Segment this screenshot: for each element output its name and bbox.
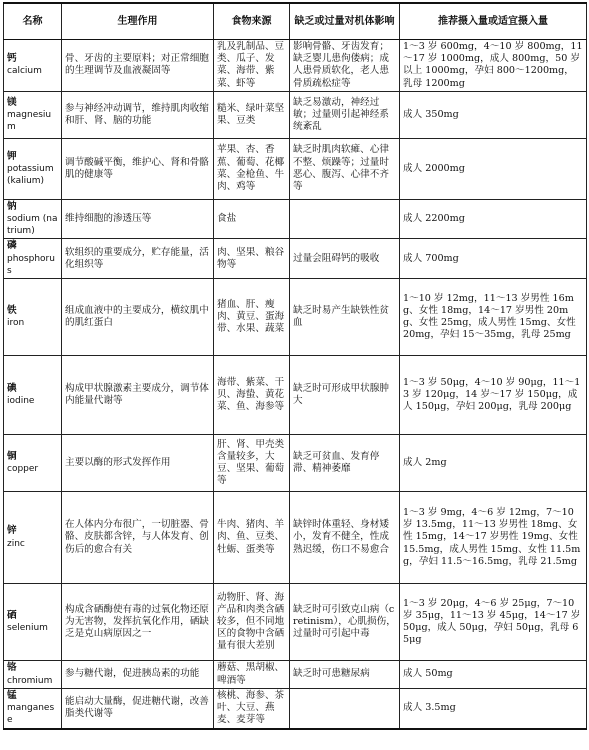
mineral-name-zh: 碘: [7, 382, 17, 394]
table-row: [4, 239, 587, 279]
header-intake: 推荐摄入量或适宜摄入量: [400, 3, 587, 40]
function-cell: 主要以酶的形式发挥作用: [62, 435, 214, 492]
mineral-name-en: selenium: [7, 623, 48, 634]
effects-cell: 影响骨骼、牙齿发育；缺乏婴儿患佝偻病；成人患骨质软化，老人患骨质疏松症等: [290, 40, 400, 92]
mineral-name-cell: [4, 279, 62, 356]
sources-cell: 乳及乳制品、豆类、瓜子、发菜、海带、紫菜、虾等: [214, 40, 290, 92]
sources-cell: 食盐: [214, 199, 290, 239]
mineral-name-zh: 铜: [7, 450, 17, 462]
table-row: [4, 40, 587, 92]
sources-cell: 海带、紫菜、干贝、海蛰、黄花菜、鱼、海参等: [214, 356, 290, 435]
mineral-name-zh: 钾: [7, 150, 17, 162]
effects-cell: 缺乏时可引致克山病（cretinism），心肌损伤，过量时可引起中毒: [290, 584, 400, 661]
sources-cell: 牛肉、猪肉、羊肉、鱼、豆类、牡蛎、蛋类等: [214, 492, 290, 584]
mineral-name-en: manganese: [7, 703, 55, 726]
effects-cell: 缺乏易激动，神经过敏；过量则引起神经系统紊乱: [290, 91, 400, 138]
function-cell: 参与神经冲动调节，维持肌肉收缩和肝、肾、脑的功能: [62, 91, 214, 138]
mineral-name-zh: 磷: [7, 240, 17, 252]
mineral-name-cell: [4, 356, 62, 435]
mineral-name-cell: [4, 584, 62, 661]
mineral-name-en: calcium: [7, 66, 42, 77]
table-row: [4, 492, 587, 584]
mineral-name-zh: 硒: [7, 609, 17, 621]
mineral-name-zh: 锰: [7, 690, 17, 702]
mineral-name-en: zinc: [7, 538, 25, 549]
function-cell: 能启动大量酶，促进糖代谢，改善脂类代谢等: [62, 689, 214, 729]
mineral-name-cell: [4, 435, 62, 492]
mineral-name-en: potassium (kalium): [7, 163, 54, 186]
header-name: 名称: [4, 3, 62, 40]
header-function: 生理作用: [62, 3, 214, 40]
mineral-name-cell: [4, 40, 62, 92]
mineral-name-cell: [4, 138, 62, 199]
effects-cell: 缺锌时体重轻、身材矮小，发育不健全，性成熟迟缓，伤口不易愈合: [290, 492, 400, 584]
function-cell: 骨、牙齿的主要原料；对正常细胞的生理调节及血液凝固等: [62, 40, 214, 92]
mineral-name-en: sodium (natrium): [7, 214, 58, 237]
function-cell: 在人体内分布很广，一切脏器、骨骼、皮肤都含锌，与人体发育、创伤后的愈合有关: [62, 492, 214, 584]
sources-cell: 肝、肾、甲壳类含量较多，大豆、坚果、葡萄等: [214, 435, 290, 492]
mineral-name-cell: [4, 91, 62, 138]
mineral-name-zh: 镁: [7, 96, 17, 108]
intake-cell: 成人 700mg: [400, 239, 587, 279]
function-cell: 组成血液中的主要成分，横纹肌中的肌红蛋白: [62, 279, 214, 356]
effects-cell: 缺乏时易产生缺铁性贫血: [290, 279, 400, 356]
function-cell: 调节酸碱平衡，维护心、肾和骨骼肌的健康等: [62, 138, 214, 199]
mineral-name-cell: [4, 661, 62, 689]
mineral-name-en: iron: [7, 318, 25, 329]
mineral-name-cell: [4, 689, 62, 729]
header-effects: 缺乏或过量对机体影响: [290, 3, 400, 40]
sources-cell: 核桃、海参、茶叶、大豆、燕麦、麦芽等: [214, 689, 290, 729]
sources-cell: 肉、坚果、粮谷物等: [214, 239, 290, 279]
function-cell: 构成含硒酶使有毒的过氧化物还原为无害物，发挥抗氧化作用，硒缺乏是克山病原因之一: [62, 584, 214, 661]
mineral-name-en: iodine: [7, 396, 35, 407]
sources-cell: 糙米、绿叶菜坚果、豆类: [214, 91, 290, 138]
effects-cell: 缺乏时可患糖尿病: [290, 661, 400, 689]
intake-cell: 1～3 岁 600mg，4～10 岁 800mg，11～17 岁 1000mg，成人 800mg，50 岁以上 1000mg，孕妇 800～1200mg，乳母 1200mg: [400, 40, 587, 92]
mineral-name-zh: 铬: [7, 662, 17, 674]
effects-cell: 缺乏时肌肉软瘫、心律不整、烦躁等；过量时恶心、腹泻、心律不齐等: [290, 138, 400, 199]
function-cell: 构成甲状腺激素主要成分，调节体内能量代谢等: [62, 356, 214, 435]
effects-cell: [290, 689, 400, 729]
table-row: [4, 584, 587, 661]
intake-cell: 成人 2200mg: [400, 199, 587, 239]
effects-cell: 过量会阻碍钙的吸收: [290, 239, 400, 279]
mineral-name-zh: 钙: [7, 53, 17, 65]
mineral-name-en: copper: [7, 464, 39, 475]
effects-cell: 缺乏可贫血、发育停滞、精神萎靡: [290, 435, 400, 492]
table-row: [4, 661, 587, 689]
mineral-name-cell: [4, 199, 62, 239]
sources-cell: 苹果、杏、香蕉、葡萄、花椰菜、金枪鱼、牛肉、鸡等: [214, 138, 290, 199]
table-row: [4, 435, 587, 492]
intake-cell: 1～3 岁 50μg，4～10 岁 90μg，11～13 岁 120μg，14 岁～17 岁 150μg，成人 150μg，孕妇 200μg，乳母 200μg: [400, 356, 587, 435]
intake-cell: 成人 2mg: [400, 435, 587, 492]
intake-cell: 成人 3.5mg: [400, 689, 587, 729]
mineral-name-en: phosphorus: [7, 253, 55, 276]
table-row: [4, 91, 587, 138]
intake-cell: 1～3 岁 9mg，4～6 岁 12mg，7～10 岁 13.5mg，11～13 岁男性 18mg、女性 15mg，14～17 岁男性 19mg、女性 15.5mg，成人男性 15mg、女性 11.5mg，孕妇 11.5～16.5mg，乳母 21.5mg: [400, 492, 587, 584]
table-row: [4, 279, 587, 356]
function-cell: 软组织的重要成分，贮存能量，活化组织等: [62, 239, 214, 279]
mineral-name-zh: 锌: [7, 525, 17, 537]
effects-cell: 缺乏时可形成甲状腺肿大: [290, 356, 400, 435]
mineral-name-en: chromium: [7, 675, 53, 686]
sources-cell: 蘑菇、黑胡椒、啤酒等: [214, 661, 290, 689]
effects-cell: [290, 199, 400, 239]
mineral-name-cell: [4, 492, 62, 584]
header-row: [4, 3, 587, 40]
mineral-table: [3, 2, 587, 730]
table-row: [4, 199, 587, 239]
function-cell: 维持细胞的渗透压等: [62, 199, 214, 239]
table-header: [4, 3, 587, 40]
table-row: [4, 689, 587, 729]
sources-cell: 猪血、肝、瘦肉、黄豆、蛋海带、水果、蔬菜: [214, 279, 290, 356]
intake-cell: 成人 2000mg: [400, 138, 587, 199]
mineral-name-en: magnesium: [7, 109, 52, 132]
intake-cell: 1～3 岁 20μg，4～6 岁 25μg，7～10 岁 35μg，11～13 岁 45μg，14～17 岁 50μg，成人 50μg，孕妇 50μg，乳母 65μg: [400, 584, 587, 661]
mineral-name-zh: 钠: [7, 200, 17, 212]
table-row: [4, 356, 587, 435]
intake-cell: 成人 350mg: [400, 91, 587, 138]
header-sources: 食物来源: [214, 3, 290, 40]
function-cell: 参与糖代谢，促进胰岛素的功能: [62, 661, 214, 689]
table-body: [4, 40, 587, 729]
mineral-name-zh: 铁: [7, 304, 17, 316]
mineral-name-cell: [4, 239, 62, 279]
intake-cell: 1～10 岁 12mg，11～13 岁男性 16mg、女性 18mg，14～17 岁男性 20mg、女性 25mg，成人男性 15mg、女性 20mg，孕妇 15～35mg，乳母 25mg: [400, 279, 587, 356]
sources-cell: 动物肝、肾、海产品和肉类含硒较多，但不同地区的食物中含硒量有很大差别: [214, 584, 290, 661]
table-row: [4, 138, 587, 199]
intake-cell: 成人 50mg: [400, 661, 587, 689]
